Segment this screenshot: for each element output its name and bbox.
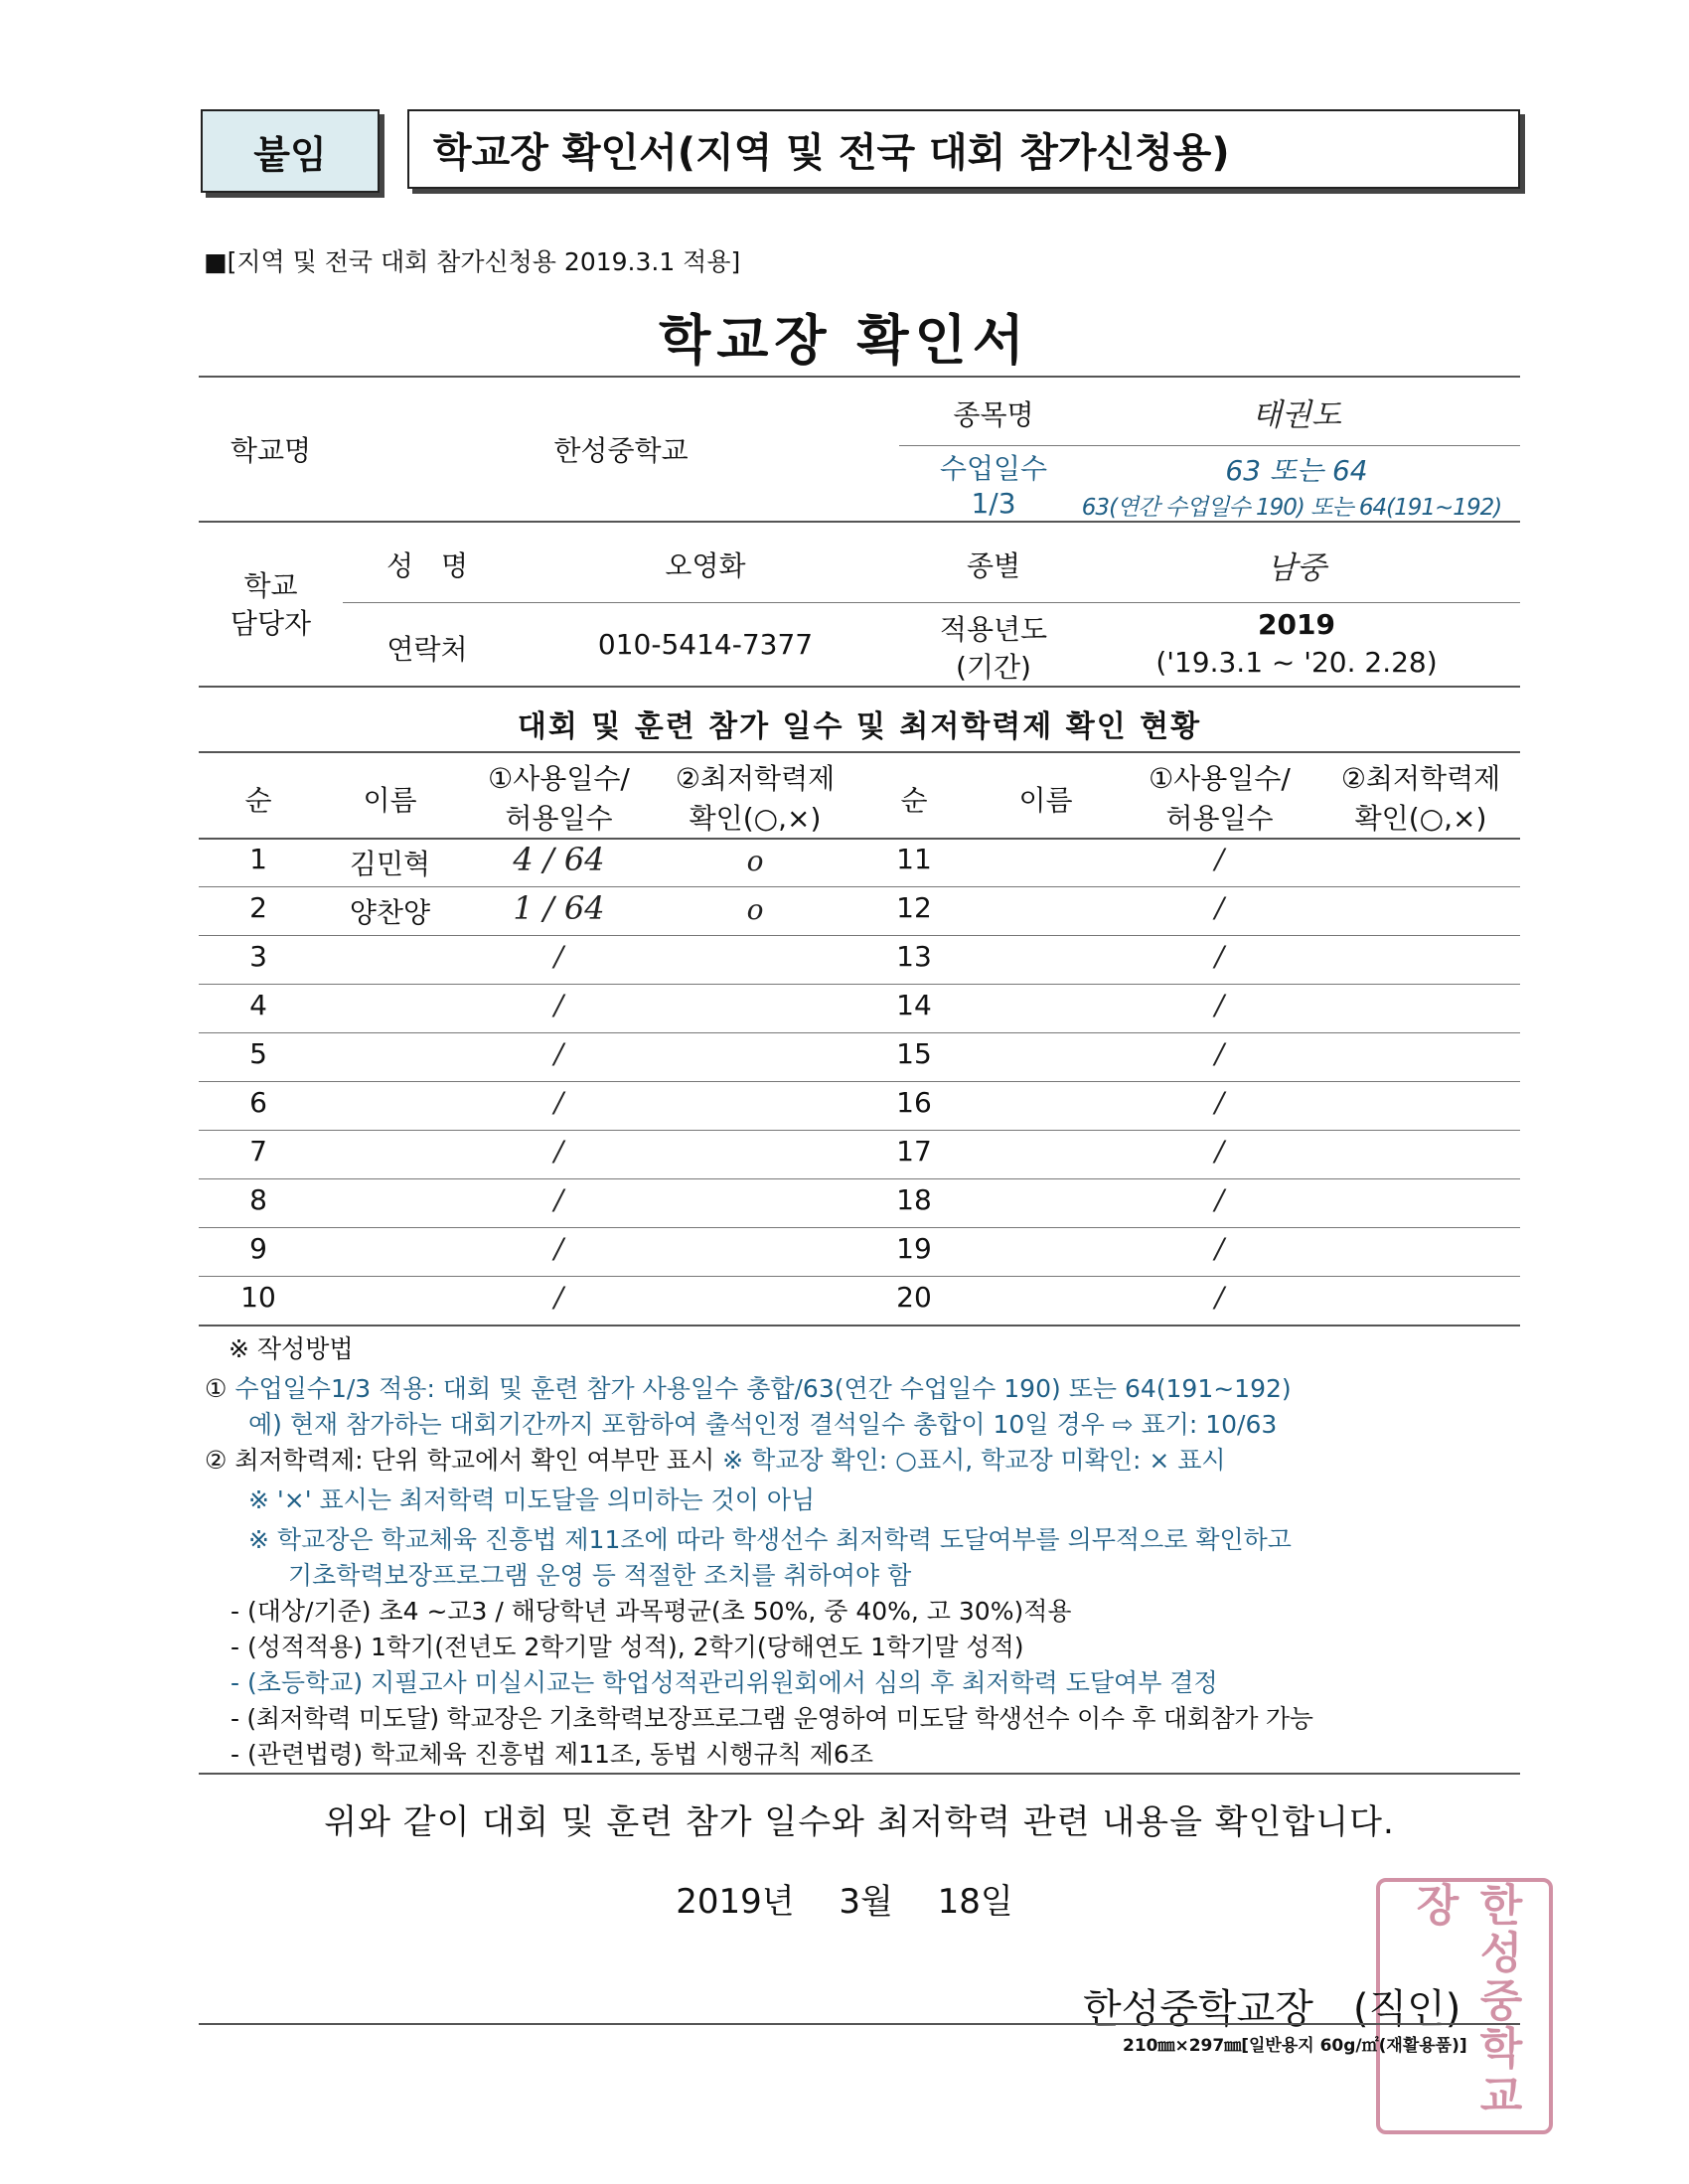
col-header-check-right-2: 확인(○,×): [1354, 802, 1487, 835]
row-no: 8: [249, 1183, 267, 1216]
instruction-line: [205, 1441, 1226, 1477]
manager-label-2: 담당자: [230, 607, 312, 640]
type-value: 남중: [1267, 550, 1326, 586]
instruction-text: ② 최저학력제: 단위 학교에서 확인 여부만 표시: [205, 1446, 723, 1475]
row-days: /: [1214, 843, 1225, 875]
row-days: /: [1214, 1135, 1225, 1168]
row-no: 6: [249, 1086, 267, 1119]
instruction-line: 예) 현재 참가하는 대회기간까지 포함하여 출석인정 결석일수 총합이 10일 경우 ⇨ 표기: 10/63: [248, 1410, 1278, 1439]
row-divider: [199, 984, 1520, 985]
row-no: 3: [249, 940, 267, 973]
form-title-box: 학교장 확인서(지역 및 전국 대회 참가신청용): [407, 109, 1520, 189]
row-no: 12: [896, 891, 932, 924]
signer: 한성중학교장 (직인): [1083, 1986, 1461, 2032]
col-header-name: 이름: [363, 784, 417, 817]
row-days: /: [553, 940, 564, 973]
instruction-text: 수업일수1/3 적용: 대회 및 훈련 참가 사용일수 총합/63(연간 수업일수 190) 또는 64(191~192): [234, 1374, 1292, 1403]
row-divider: [199, 886, 1520, 887]
col-header-name-right: 이름: [1018, 784, 1073, 817]
row-no: 13: [896, 940, 932, 973]
row-days: /: [553, 1037, 564, 1070]
footer-rule: [199, 2023, 1520, 2025]
row-days: /: [553, 989, 564, 1021]
row-no: 17: [896, 1135, 932, 1168]
row-days: /: [1214, 1183, 1225, 1216]
row-divider: [199, 1032, 1520, 1033]
instruction-line: - (관련법령) 학교체육 진흥법 제11조, 동법 시행규칙 제6조: [230, 1740, 873, 1769]
row-divider: [199, 935, 1520, 936]
instruction-line: ※ 학교장은 학교체육 진흥법 제11조에 따라 학생선수 최저학력 도달여부를 의무적으로 확인하고: [248, 1525, 1292, 1554]
year-label: 적용년도: [939, 613, 1048, 646]
row-divider: [199, 1276, 1520, 1277]
instruction-line: ※ '×' 표시는 최저학력 미도달을 의미하는 것이 아님: [248, 1485, 816, 1514]
row-no: 7: [249, 1135, 267, 1168]
col-header-no: 순: [244, 784, 272, 817]
form-note: ■[지역 및 전국 대회 참가신청용 2019.3.1 적용]: [204, 247, 741, 276]
status-table-top: [199, 751, 1520, 753]
row-no: 18: [896, 1183, 932, 1216]
instruction-line: - (성적적용) 1학기(전년도 2학기말 성적), 2학기(당해연도 1학기말 성적): [230, 1633, 1024, 1661]
instructions-heading: ※ 작성방법: [229, 1334, 354, 1363]
instructions-bottom-border: [199, 1773, 1520, 1775]
instruction-line: - (최저학력 미도달) 학교장은 기초학력보장프로그램 운영하여 미도달 학생선수 이수 후 대회참가 가능: [230, 1704, 1313, 1733]
document-title: 학교장 확인서: [659, 309, 1030, 372]
instruction-line: - (초등학교) 지필고사 미실시교는 학업성적관리위원회에서 심의 후 최저학력 도달여부 결정: [230, 1668, 1218, 1697]
row-check: o: [746, 845, 764, 877]
year-period-label: (기간): [956, 651, 1031, 684]
row-no: 14: [896, 989, 932, 1021]
row-no: 4: [249, 989, 267, 1021]
col-header-check-2: 확인(○,×): [689, 802, 822, 835]
row-no: 15: [896, 1037, 932, 1070]
confirmation-statement: 위와 같이 대회 및 훈련 참가 일수와 최저학력 관련 내용을 확인합니다.: [324, 1802, 1395, 1842]
status-title: 대회 및 훈련 참가 일수 및 최저학력제 확인 현황: [517, 709, 1202, 744]
event-label: 종목명: [953, 398, 1034, 431]
school-days-detail: 63(연간 수업일수 190) 또는 64(191~192): [1081, 495, 1502, 521]
row-check: o: [746, 893, 764, 926]
row-no: 20: [896, 1281, 932, 1314]
col-header-check-right: ②최저학력제: [1340, 762, 1501, 795]
row-days: /: [553, 1183, 564, 1216]
attachment-badge: 붙임: [201, 109, 380, 193]
col-header-check: ②최저학력제: [675, 762, 836, 795]
row-days: /: [553, 1281, 564, 1314]
col-header-days-right-2: 허용일수: [1165, 802, 1274, 835]
row-no: 9: [249, 1232, 267, 1265]
official-seal: 한성중학교장: [1376, 1878, 1553, 2134]
issue-date: 2019년 3월 18일: [676, 1882, 1013, 1922]
row-divider: [199, 1178, 1520, 1179]
instruction-marker: ①: [205, 1374, 235, 1403]
row-no: 2: [249, 891, 267, 924]
row-no: 11: [896, 843, 932, 875]
school-days-ratio-label: 1/3: [971, 487, 1016, 520]
school-name-label: 학교명: [230, 434, 312, 467]
info-divider: [899, 445, 1520, 446]
row-divider: [199, 1081, 1520, 1082]
col-header-days-2: 허용일수: [505, 802, 613, 835]
row-days: /: [553, 1086, 564, 1119]
row-name: 김민혁: [349, 848, 431, 880]
row-no: 16: [896, 1086, 932, 1119]
row-days: /: [1214, 891, 1225, 924]
col-header-no-right: 순: [900, 784, 928, 817]
row-days: /: [1214, 1086, 1225, 1119]
row-days: /: [1214, 989, 1225, 1021]
instruction-line: - (대상/기준) 초4 ~고3 / 해당학년 과목평균(초 50%, 중 40%, 고 30%)적용: [230, 1597, 1072, 1626]
manager-label: 학교: [243, 569, 298, 602]
row-no: 19: [896, 1232, 932, 1265]
school-days-value: 63 또는 64: [1225, 454, 1368, 487]
row-divider: [199, 1130, 1520, 1131]
row-no: 10: [240, 1281, 276, 1314]
instruction-line: [205, 1369, 1292, 1405]
name-value: 오영화: [665, 549, 746, 582]
row-no: 1: [249, 843, 267, 875]
school-name-value: 한성중학교: [553, 434, 689, 467]
type-label: 종별: [966, 549, 1021, 582]
row-name: 양찬양: [349, 896, 431, 929]
name-label: 성 명: [385, 549, 469, 582]
school-days-label: 수업일수: [939, 452, 1048, 485]
year-period-value: ('19.3.1 ~ '20. 2.28): [1155, 646, 1438, 679]
contact-value: 010-5414-7377: [597, 628, 814, 661]
contact-label: 연락처: [386, 633, 468, 666]
info-divider: [343, 602, 1520, 603]
row-divider: [199, 1227, 1520, 1228]
event-value: 태권도: [1252, 397, 1341, 433]
col-header-days-right: ①사용일수/: [1149, 762, 1291, 795]
col-header-days: ①사용일수/: [488, 762, 630, 795]
row-days: 1 / 64: [513, 889, 605, 927]
info-divider: [199, 686, 1520, 688]
instruction-text: ※ 학교장 확인: ○표시, 학교장 미확인: × 표시: [722, 1446, 1226, 1475]
row-no: 5: [249, 1037, 267, 1070]
row-days: /: [553, 1232, 564, 1265]
row-days: /: [1214, 1232, 1225, 1265]
row-days: 4 / 64: [513, 841, 605, 878]
row-days: /: [1214, 1037, 1225, 1070]
instruction-line: 기초학력보장프로그램 운영 등 적절한 조치를 취하여야 함: [288, 1561, 912, 1590]
year-value: 2019: [1258, 608, 1335, 641]
paper-spec: 210㎜×297㎜[일반용지 60g/㎡(재활용품)]: [1123, 2036, 1467, 2056]
row-days: /: [1214, 940, 1225, 973]
table-top-border: [199, 376, 1520, 378]
row-divider: [199, 838, 1520, 840]
row-days: /: [1214, 1281, 1225, 1314]
status-table-bottom: [199, 1325, 1520, 1326]
row-days: /: [553, 1135, 564, 1168]
